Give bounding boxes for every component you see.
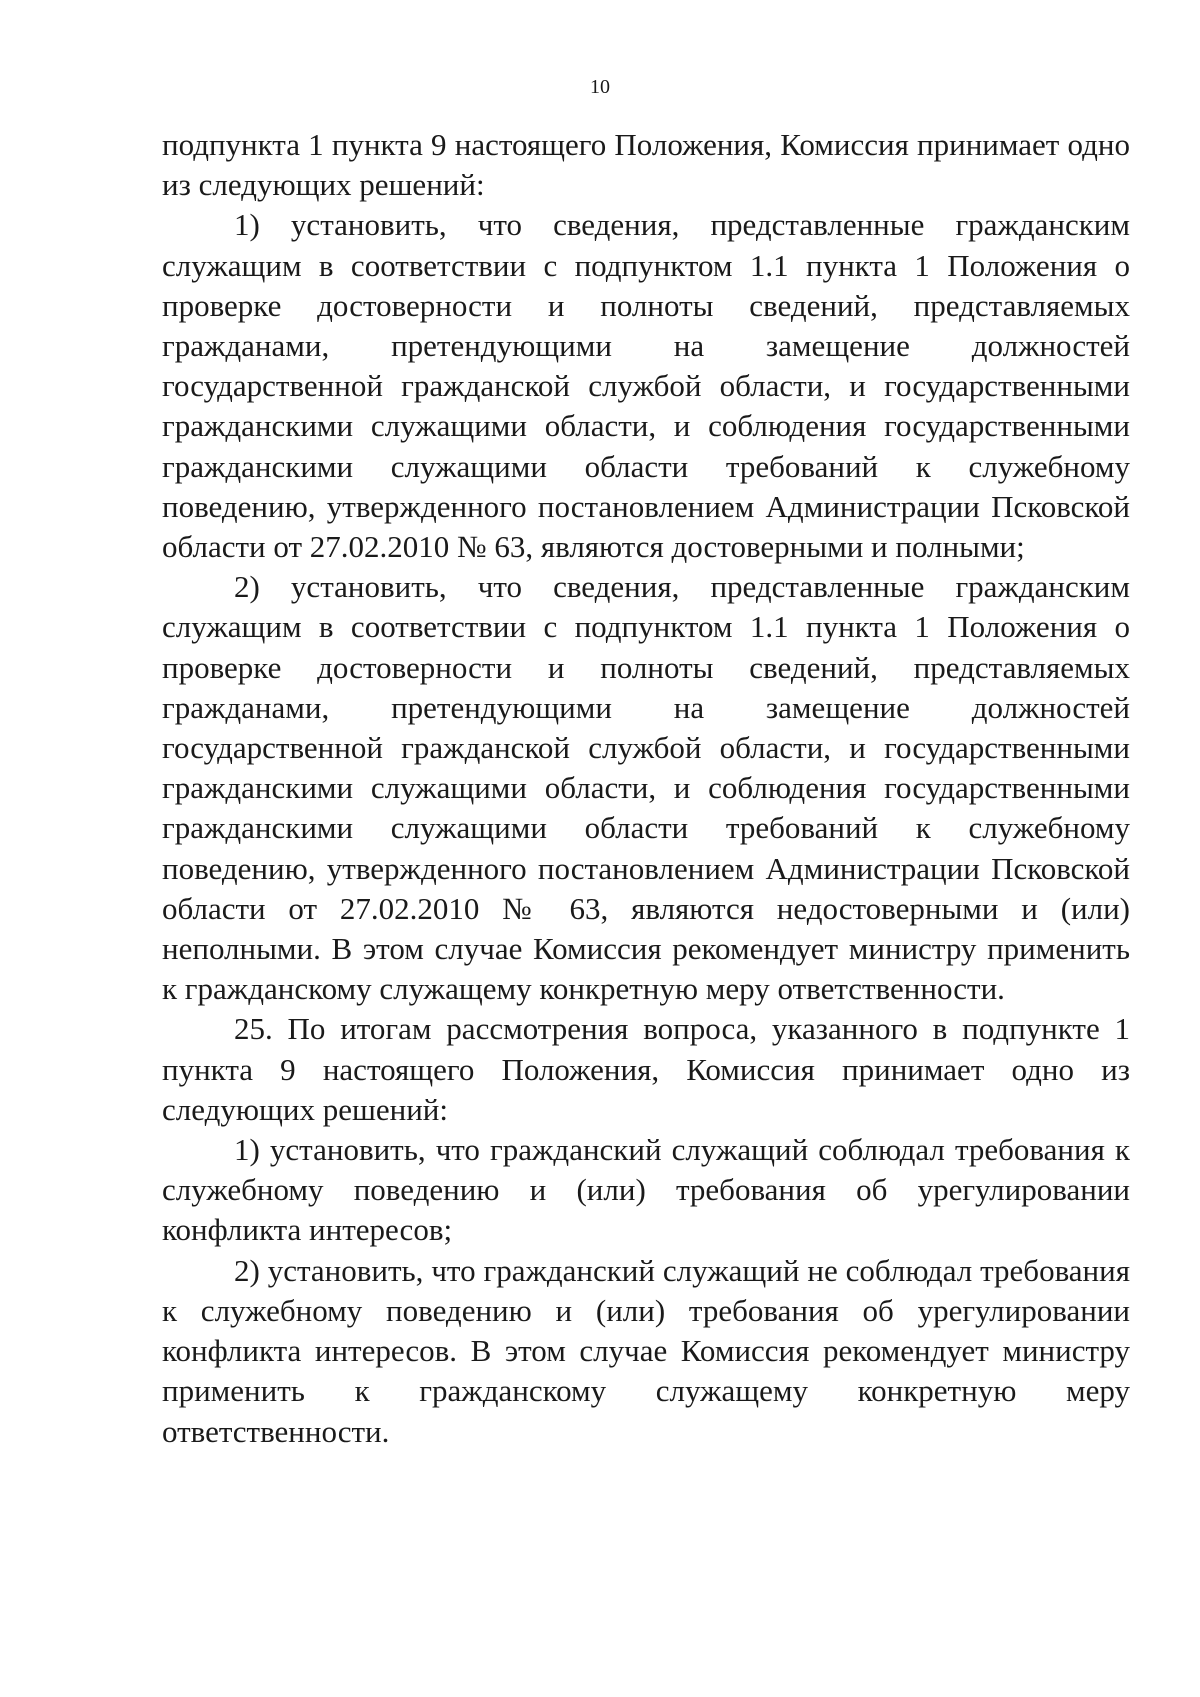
paragraph-clause-25: 25. По итогам рассмотрения вопроса, указанного в подпункте 1 пункта 9 настоящего Положения, Комиссия принимает одно из следующих решений: bbox=[162, 1011, 1130, 1127]
paragraph-continuation: подпункта 1 пункта 9 настоящего Положения, Комиссия принимает одно из следующих решений: bbox=[162, 127, 1130, 203]
paragraph-clause-25-decision-1: 1) установить, что гражданский служащий соблюдал требования к служебному поведению и (или) требования об урегулировании конфликта интересов; bbox=[162, 1132, 1130, 1248]
paragraph-decision-1-reliable: 1) установить, что сведения, представленные гражданским служащим в соответствии с подпунктом 1.1 пункта 1 Положения о проверке достоверности и полноты сведений, представляемых гражданами, претендующими на замещение должностей государственной гражданской службой области, и государственными гражданскими служащими области, и соблюдения государственными гражданскими служащими области требований к служебному поведению, утвержденного постановлением Администрации Псковской области от 27.02.2010 № 63, являются достоверными и полными; bbox=[162, 207, 1130, 565]
page-number: 10 bbox=[590, 76, 610, 98]
document-body bbox=[162, 125, 1130, 1452]
paragraph-clause-25-decision-2: 2) установить, что гражданский служащий не соблюдал требования к служебному поведению и (или) требования об урегулировании конфликта интересов. В этом случае Комиссия рекомендует министру применить к гражданскому служащему конкретную меру ответственности. bbox=[162, 1252, 1130, 1449]
paragraph-decision-2-unreliable: 2) установить, что сведения, представленные гражданским служащим в соответствии с подпунктом 1.1 пункта 1 Положения о проверке достоверности и полноты сведений, представляемых гражданами, претендующими на замещение должностей государственной гражданской службой области, и государственными гражданскими служащими области, и соблюдения государственными гражданскими служащими области требований к служебному поведению, утвержденного постановлением Администрации Псковской области от 27.02.2010 № 63, являются недостоверными и (или) неполными. В этом случае Комиссия рекомендует министру применить к гражданскому служащему конкретную меру ответственности. bbox=[162, 569, 1130, 1007]
